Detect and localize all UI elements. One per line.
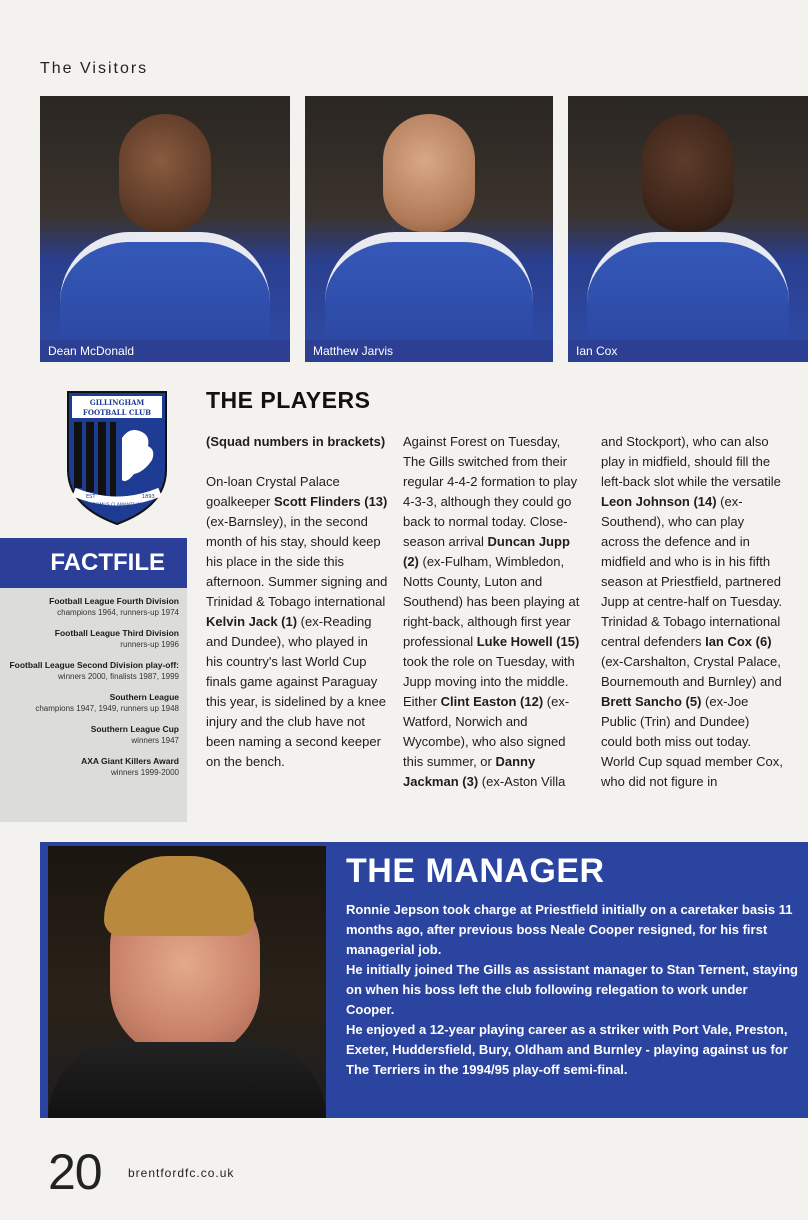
crest-year: 1893: [142, 494, 155, 500]
player-head: [383, 114, 475, 232]
fact-item: [0, 660, 179, 682]
player-name: Kelvin Jack (1): [206, 614, 298, 629]
players-paragraph: [403, 432, 585, 792]
text-run: (ex-Barnsley), in the second month of his stay, should keep his place in the side this afternoon. Summer signing and Trinidad & Tobago international: [206, 514, 388, 609]
photo-caption: Matthew Jarvis: [305, 340, 553, 362]
fact-detail: runners-up 1996: [120, 640, 179, 649]
fact-detail: winners 2000, finalists 1987, 1999: [58, 672, 179, 681]
crest-motto: DOMUS CLAMANTIUM: [92, 503, 142, 508]
manager-section: [40, 842, 808, 1118]
fact-title: Southern League Cup: [90, 724, 179, 734]
players-column-2: [403, 432, 585, 792]
text-run: On-loan Crystal Palace goalkeeper: [206, 474, 340, 509]
fact-detail: champions 1947, 1949, runners up 1948: [35, 704, 179, 713]
player-name: Ian Cox (6): [705, 634, 772, 649]
text-run: (ex-Fulham, Wimbledon, Notts County, Luton and Southend) has been playing at right-back, although first year professional: [403, 554, 580, 649]
player-photo-matthew-jarvis: [305, 96, 553, 362]
player-name: Danny Jackman (3): [403, 754, 536, 789]
text-run: (ex-Carshalton, Crystal Palace, Bournemouth and Burnley) and: [601, 654, 782, 689]
players-paragraph: [206, 472, 388, 772]
player-name: Clint Easton (12): [440, 694, 544, 709]
fact-item: [0, 724, 179, 746]
fact-item: [0, 692, 179, 714]
player-photo-ian-cox: [568, 96, 808, 362]
fact-detail: champions 1964, runners-up 1974: [57, 608, 179, 617]
fact-item: [0, 756, 179, 778]
squad-numbers-note: [206, 432, 388, 452]
player-name: Luke Howell (15): [476, 634, 580, 649]
text-run: (ex-Joe Public (Trin) and Dundee) could both miss out today. World Cup squad member Cox, who did not figure in: [601, 694, 783, 789]
club-crest: [64, 388, 170, 528]
factfile-title: FACTFILE: [0, 538, 187, 588]
section-label: The Visitors: [40, 60, 149, 77]
manager-text: [346, 900, 798, 1080]
player-head: [642, 114, 734, 232]
fact-item: [0, 628, 179, 650]
website-link: brentfordfc.co.uk: [128, 1166, 235, 1180]
player-name: Duncan Jupp (2): [403, 534, 570, 569]
squad-numbers-text: (Squad numbers in brackets): [206, 434, 386, 449]
player-name: Brett Sancho (5): [601, 694, 702, 709]
text-run: (ex-Southend), who can play across the defence and in midfield and who is in his fifth season at Priestfield, partnered Jupp at centre-half on Tuesday. Trinidad & Tobago international central defenders: [601, 494, 783, 649]
manager-paragraph: Ronnie Jepson took charge at Priestfield initially on a caretaker basis 11 months ago, after previous boss Neale Cooper resigned, for his first managerial job.: [346, 902, 793, 957]
crest-text-line-2: FOOTBALL CLUB: [82, 408, 152, 417]
players-column-3: [601, 432, 783, 792]
text-run: Against Forest on Tuesday, The Gills switched from their regular 4-4-2 formation to play 4-3-3, although they could go back to normal today. Close-season arrival: [403, 434, 578, 549]
player-photo-dean-mcdonald: [40, 96, 290, 362]
manager-coat: [48, 1042, 326, 1118]
factfile-list: [0, 588, 187, 822]
text-run: (ex-Reading and Dundee), who played in his country's last World Cup finals game against Paraguay this year, is sidelined by a knee injury and the club have not been naming a second keeper on the bench.: [206, 614, 386, 769]
text-run: and Stockport), who can also play in midfield, should fill the left-back slot while the versatile: [601, 434, 781, 489]
manager-photo: [48, 846, 326, 1118]
player-name: Leon Johnson (14): [601, 494, 717, 509]
fact-detail: winners 1947: [131, 736, 179, 745]
manager-heading: THE MANAGER: [346, 852, 605, 890]
photo-caption: Dean McDonald: [40, 340, 290, 362]
players-paragraph: [601, 432, 783, 792]
text-run: (ex-Watford, Norwich and Wycombe), who also signed this summer, or: [403, 694, 570, 769]
player-name: Scott Flinders (13): [273, 494, 388, 509]
page-number: 20: [48, 1144, 102, 1200]
crest-est: EST: [86, 494, 96, 500]
text-run: (ex-Aston Villa: [478, 774, 566, 789]
fact-detail: winners 1999-2000: [110, 768, 179, 777]
fact-title: AXA Giant Killers Award: [81, 756, 179, 766]
fact-title: Football League Third Division: [54, 628, 179, 638]
fact-title: Southern League: [109, 692, 179, 702]
players-heading: THE PLAYERS: [206, 387, 371, 413]
manager-paragraph: He enjoyed a 12-year playing career as a striker with Port Vale, Preston, Exeter, Huddersfield, Bury, Oldham and Burnley - playing against us for The Terriers in the 1994/95 play-off semi-final.: [346, 1022, 788, 1077]
fact-item: [0, 596, 179, 618]
crest-text-line-1: GILLINGHAM: [89, 398, 145, 407]
photo-caption: Ian Cox: [568, 340, 808, 362]
text-run: took the role on Tuesday, with Jupp moving into the middle. Either: [403, 654, 575, 709]
manager-hair: [104, 856, 254, 936]
fact-title: Football League Second Division play-off:: [9, 660, 179, 670]
players-column-1: [206, 432, 388, 772]
fact-title: Football League Fourth Division: [49, 596, 179, 606]
player-head: [119, 114, 211, 232]
manager-paragraph: He initially joined The Gills as assistant manager to Stan Ternent, staying on when his boss left the club following relegation to work under Cooper.: [346, 962, 798, 1017]
